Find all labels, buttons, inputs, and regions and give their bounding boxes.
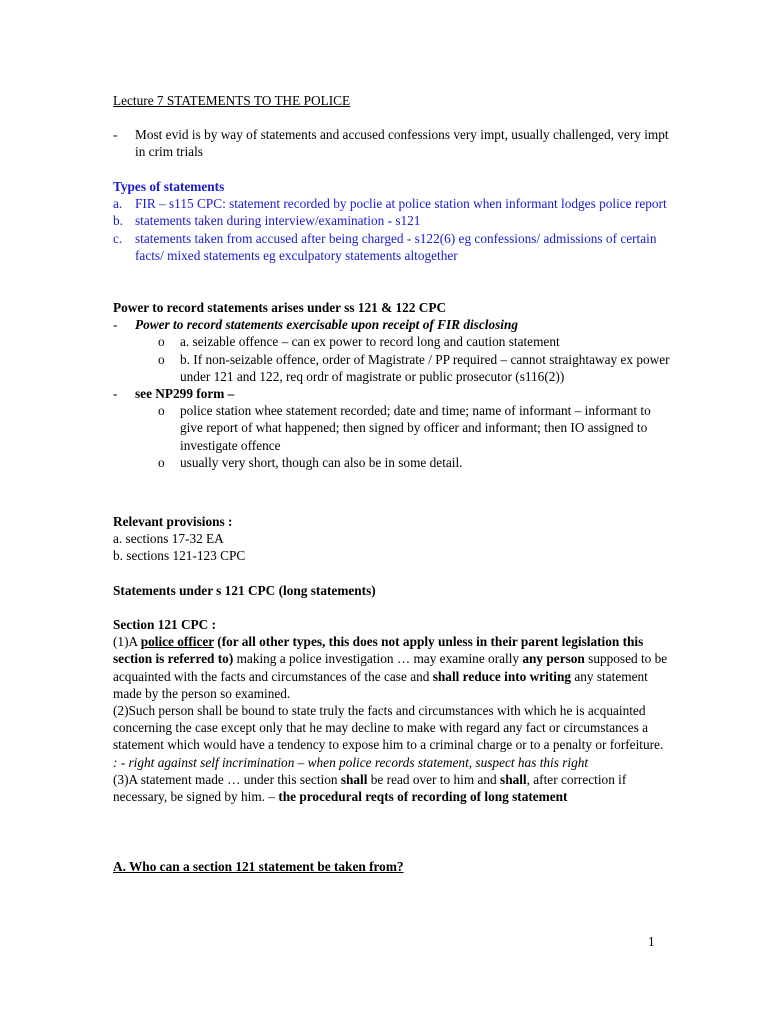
intro-item xyxy=(113,126,673,160)
circle-bullet: o xyxy=(158,334,165,350)
relevant-line-b: b. sections 121-123 CPC xyxy=(113,548,246,564)
shall-term: shall xyxy=(340,771,368,787)
types-item-b xyxy=(113,212,673,229)
long-statements-heading: Statements under s 121 CPC (long statements) xyxy=(113,583,376,598)
power-heading: Power to record statements arises under ss 121 & 122 CPC xyxy=(113,300,447,315)
relevant-provisions xyxy=(113,513,673,565)
sub-item-text: police station whee statement recorded; date and time; name of informant – informant to give report of what happened; then signed by officer and informant; then IO assigned to investigate offence xyxy=(180,403,651,453)
np-heading-item xyxy=(113,385,673,402)
para-text: , after correction if necessary, be signed by him. – xyxy=(113,771,627,805)
dash-bullet: - xyxy=(113,386,118,402)
dash-bullet: - xyxy=(113,127,118,142)
bold-note: (for all other types, this does not apply unless in their parent legislation this section is referred to) xyxy=(113,634,644,667)
types-item-a xyxy=(113,195,673,212)
relevant-line-a: a. sections 17-32 EA xyxy=(113,531,224,547)
para-text: (1)A xyxy=(113,634,141,650)
shall-term: shall xyxy=(500,771,527,787)
para-text: making a police investigation … may examine orally xyxy=(233,651,523,667)
page-number: 1 xyxy=(648,934,655,949)
para-text: (3)A statement made … under this section xyxy=(113,771,341,787)
power-sub-item-a xyxy=(113,333,673,350)
power-sub-item-b xyxy=(113,351,673,385)
section-121-para-3 xyxy=(113,771,673,805)
section-a-heading: A. Who can a section 121 statement be taken from? xyxy=(113,859,404,874)
circle-bullet: o xyxy=(158,403,165,419)
relevant-heading: Relevant provisions : xyxy=(113,514,233,529)
np-sub-item-2 xyxy=(113,454,673,471)
section-121-para-2: (2)Such person shall be bound to state truly the facts and circumstances with which he is acquainted concerning the case except only that he may decline to make with regard any fact or circumstances a statement which would have a tendency to expose him to a criminal charge or to a penalty or forfeiture. xyxy=(113,703,664,753)
item-text: FIR – s115 CPC: statement recorded by poclie at police station when informant lodges police report xyxy=(135,196,667,212)
self-incrimination-note: : - right against self incrimination – when police records statement, suspect has this right xyxy=(113,754,589,770)
shall-reduce-term: shall reduce into writing xyxy=(432,668,572,684)
sub-item-text: usually very short, though can also be in some detail. xyxy=(180,454,463,470)
circle-bullet: o xyxy=(158,454,165,470)
para-text: supposed to be acquainted with the facts and circumstances of the case and xyxy=(113,651,668,684)
sub-item-text: b. If non-seizable offence, order of Magistrate / PP required – cannot straightaway ex power under 121 and 122, req ordr of magistrate or public prosecutor (s116(2)) xyxy=(180,351,670,384)
section-121-heading: Section 121 CPC : xyxy=(113,617,217,632)
item-marker: b. xyxy=(113,213,123,229)
sub-item-text: a. seizable offence – can ex power to record long and caution statement xyxy=(180,334,560,350)
item-marker: c. xyxy=(113,230,123,246)
section-121 xyxy=(113,616,673,805)
types-section xyxy=(113,178,673,264)
any-person-term: any person xyxy=(522,651,585,667)
para-text: be read over to him and xyxy=(367,771,501,787)
np-sub-item-1 xyxy=(113,402,673,454)
section-121-para-1 xyxy=(113,633,673,702)
np-heading: see NP299 form – xyxy=(135,386,235,402)
power-subheading: Power to record statements exercisable upon receipt of FIR disclosing xyxy=(135,317,519,333)
types-heading: Types of statements xyxy=(113,179,225,194)
item-text: statements taken from accused after being charged - s122(6) eg confessions/ admissions of certain facts/ mixed statements eg exculpatory statements altogether xyxy=(135,230,657,263)
circle-bullet: o xyxy=(158,351,165,367)
intro-text: Most evid is by way of statements and accused confessions very impt, usually challenged, very impt in crim trials xyxy=(135,127,669,160)
item-marker: a. xyxy=(113,196,123,212)
power-subheading-item xyxy=(113,316,673,333)
dash-bullet: - xyxy=(113,317,118,333)
types-item-c xyxy=(113,230,673,264)
procedural-reqts: the procedural reqts of recording of long statement xyxy=(278,789,568,805)
police-officer-term: police officer xyxy=(140,634,214,650)
power-section xyxy=(113,299,673,471)
para-text: any statement made by the person so examined. xyxy=(113,668,648,701)
page-title: Lecture 7 STATEMENTS TO THE POLICE xyxy=(113,93,351,108)
item-text: statements taken during interview/examination - s121 xyxy=(135,213,421,229)
